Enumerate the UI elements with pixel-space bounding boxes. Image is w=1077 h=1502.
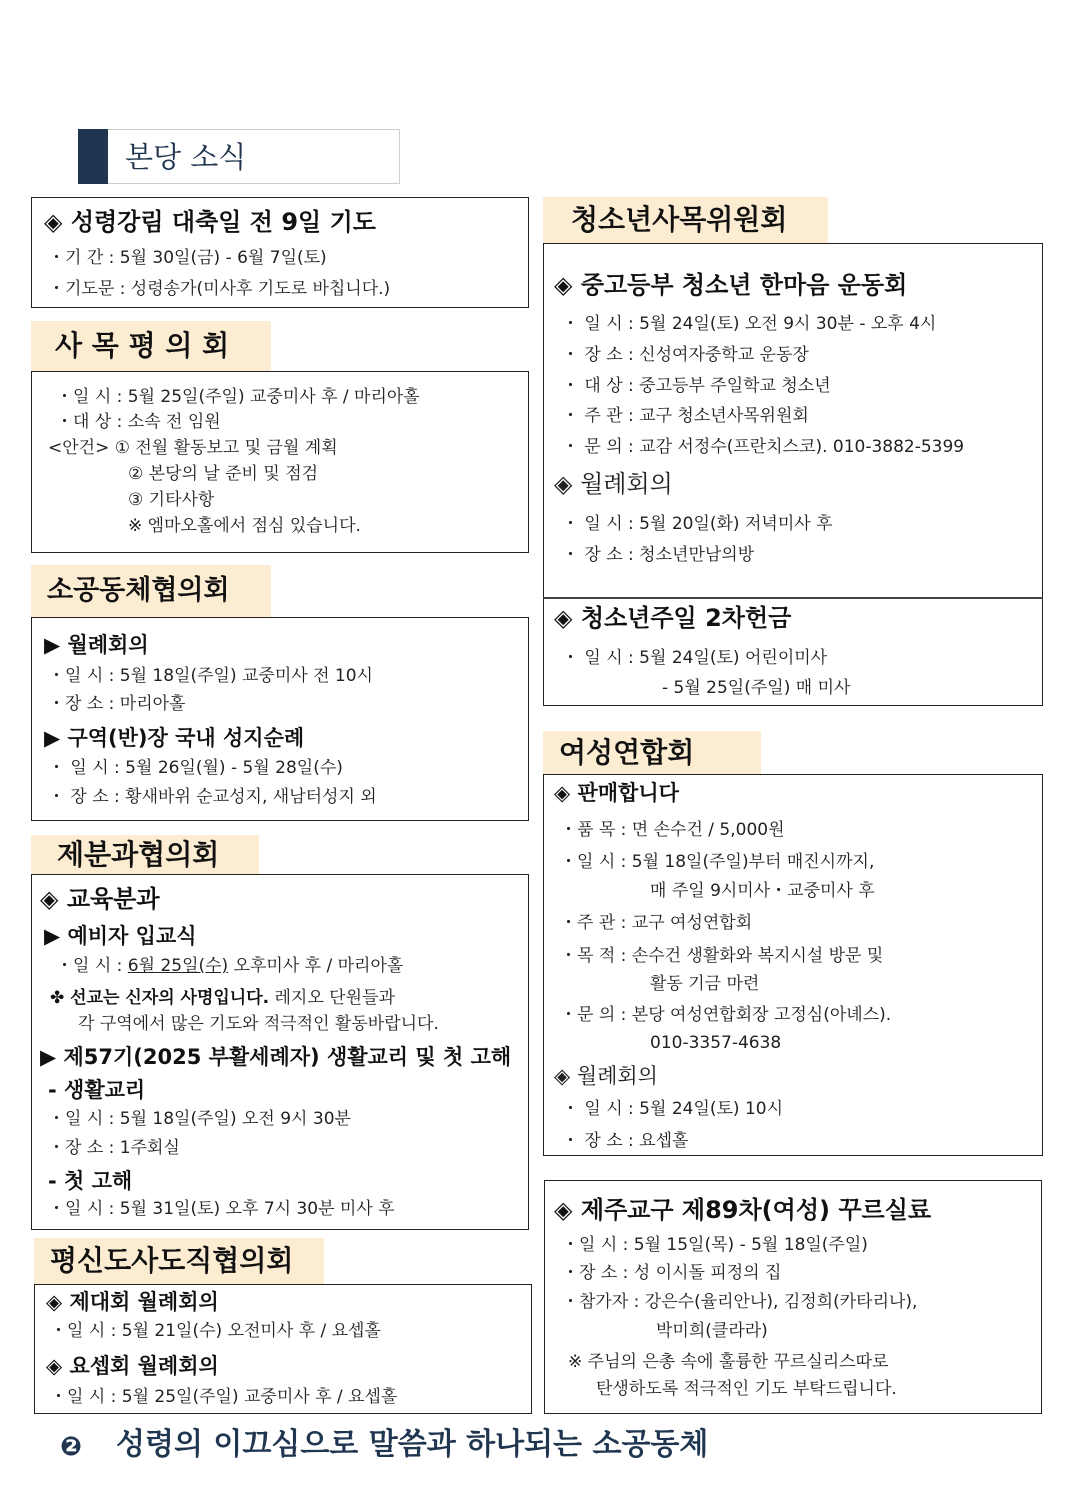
pastoral-note: ※ 엠마오홀에서 점심 있습니다.: [128, 516, 361, 536]
community-sec1-line-1: ・일 시 : 5월 18일(주일) 교중미사 전 10시: [48, 666, 373, 686]
youth-collection-line-1: ・ 일 시 : 5월 24일(토) 어린이미사: [562, 648, 828, 668]
ministry-council-header: 제분과협의회: [31, 835, 259, 875]
life-title: - 생활교리: [48, 1078, 146, 1102]
community-sec2-line-2: ・ 장 소 : 황새바위 순교성지, 새남터성지 외: [48, 787, 377, 807]
community-sec2-line-1: ・ 일 시 : 5월 26일(월) - 5월 28일(수): [48, 758, 343, 778]
womens-sale-line-1: ・품 목 : 면 손수건 / 5,000원: [560, 820, 785, 840]
womens-sale-line-4: ・주 관 : 교구 여성연합회: [560, 913, 753, 933]
womens-sale-line-8: 010-3357-4638: [650, 1033, 782, 1053]
cursillo-note-1: ※ 주님의 은총 속에 훌륭한 꾸르실리스따로: [568, 1352, 889, 1372]
lay-sec2-title: ◈ 요셉회 월례회의: [46, 1354, 219, 1378]
mission-line-2: 각 구역에서 많은 기도와 적극적인 활동바랍니다.: [78, 1014, 439, 1034]
confession-line: ・일 시 : 5월 31일(토) 오후 7시 30분 미사 후: [48, 1199, 395, 1219]
page-title: 본당 소식: [125, 140, 247, 174]
womens-assoc-header: 여성연합회: [543, 731, 761, 774]
mission-line-1: [50, 987, 395, 1009]
page-number: ❷: [60, 1432, 83, 1462]
womens-sale-title: ◈ 판매합니다: [554, 781, 679, 805]
womens-sale-line-5: ・목 적 : 손수건 생활화와 복지시설 방문 및: [560, 946, 884, 966]
prayer-title: ◈ 성령강림 대축일 전 9일 기도: [44, 208, 376, 236]
community-sec2-title: ▶ 구역(반)장 국내 성지순례: [44, 726, 305, 750]
catechumen-title: ▶ 예비자 입교식: [44, 924, 197, 948]
womens-sale-line-7: ・문 의 : 본당 여성연합회장 고정심(아녜스).: [560, 1005, 892, 1025]
pastoral-agenda-3: ③ 기타사항: [128, 490, 215, 510]
section-header-box: [78, 129, 400, 184]
cursillo-title: ◈ 제주교구 제89차(여성) 꾸르실료: [554, 1196, 932, 1224]
lay-sec2-line: ・일 시 : 5월 25일(주일) 교중미사 후 / 요셉홀: [50, 1387, 398, 1407]
life-line-1: ・일 시 : 5월 18일(주일) 오전 9시 30분: [48, 1109, 351, 1129]
class-title: ▶ 제57기(2025 부활세례자) 생활교리 및 첫 고해: [40, 1045, 512, 1069]
community-sec1-line-2: ・장 소 : 마리아홀: [48, 694, 186, 714]
womens-sale-line-2: ・일 시 : 5월 18일(주일)부터 매진시까지,: [560, 852, 875, 872]
section-header-accent: [78, 129, 108, 184]
youth-meeting-title: ◈ 월례회의: [554, 470, 673, 498]
womens-sale-line-3: 매 주일 9시미사・교중미사 후: [650, 881, 875, 901]
youth-sports-line-2: ・ 장 소 : 신성여자중학교 운동장: [562, 345, 809, 365]
prayer-line-1: ・기 간 : 5월 30일(금) - 6월 7일(토): [48, 248, 327, 268]
cursillo-line-3: ・참가자 : 강은수(율리안나), 김정희(카타리나),: [562, 1292, 918, 1312]
prayer-line-2: ・기도문 : 성령송가(미사후 기도로 바칩니다.): [48, 279, 391, 299]
footer-motto: 성령의 이끄심으로 말씀과 하나되는 소공동체: [116, 1427, 709, 1462]
womens-meeting-line-1: ・ 일 시 : 5월 24일(토) 10시: [562, 1099, 784, 1119]
youth-meeting-line-1: ・ 일 시 : 5월 20일(화) 저녁미사 후: [562, 514, 833, 534]
cursillo-line-4: 박미희(클라라): [656, 1321, 768, 1341]
lay-sec1-line: ・일 시 : 5월 21일(수) 오전미사 후 / 요셉홀: [50, 1321, 381, 1341]
cursillo-line-1: ・일 시 : 5월 15일(목) - 5월 18일(주일): [562, 1235, 868, 1255]
womens-sale-line-6: 활동 기금 마련: [650, 974, 760, 994]
youth-sports-line-5: ・ 문 의 : 교감 서정수(프란치스코). 010-3882-5399: [562, 437, 965, 457]
pastoral-line-1: ・일 시 : 5월 25일(주일) 교중미사 후 / 마리아홀: [56, 387, 420, 407]
youth-sports-title: ◈ 중고등부 청소년 한마음 운동회: [554, 271, 908, 299]
youth-sports-line-1: ・ 일 시 : 5월 24일(토) 오전 9시 30분 - 오후 4시: [562, 314, 937, 334]
youth-committee-header: 청소년사목위원회: [543, 197, 828, 243]
youth-collection-title: ◈ 청소년주일 2차헌금: [554, 604, 792, 632]
youth-collection-line-2: - 5월 25일(주일) 매 미사: [662, 678, 851, 698]
catechumen-date: 6월 25일(수): [127, 956, 229, 976]
mission-bold: ✤ 선교는 신자의 사명입니다.: [50, 988, 270, 1008]
youth-meeting-line-2: ・ 장 소 : 청소년만남의방: [562, 545, 755, 565]
pastoral-agenda-1: <안건> ① 전월 활동보고 및 금월 계획: [48, 438, 338, 458]
cursillo-line-2: ・장 소 : 성 이시돌 피정의 집: [562, 1263, 782, 1283]
youth-sports-line-3: ・ 대 상 : 중고등부 주일학교 청소년: [562, 376, 831, 396]
mission-rest: 레지오 단원들과: [269, 988, 395, 1008]
youth-divider: [543, 597, 1043, 599]
catechumen-suffix: 오후미사 후 / 마리아홀: [228, 956, 404, 976]
edu-title: ◈ 교육분과: [40, 885, 160, 913]
cursillo-note-2: 탄생하도록 적극적인 기도 부탁드립니다.: [596, 1379, 897, 1399]
confession-title: - 첫 고해: [48, 1169, 133, 1193]
womens-meeting-line-2: ・ 장 소 : 요셉홀: [562, 1131, 689, 1151]
life-line-2: ・장 소 : 1주회실: [48, 1138, 180, 1158]
youth-sports-line-4: ・ 주 관 : 교구 청소년사목위원회: [562, 406, 809, 426]
womens-meeting-title: ◈ 월례회의: [554, 1064, 658, 1088]
catechumen-label: ・일 시 :: [56, 956, 128, 976]
pastoral-council-header: 사 목 평 의 회: [31, 321, 271, 371]
community-council-header: 소공동체협의회: [31, 565, 271, 617]
pastoral-line-2: ・대 상 : 소속 전 임원: [56, 412, 221, 432]
catechumen-line: [56, 955, 403, 977]
community-sec1-title: ▶ 월례회의: [44, 633, 149, 657]
lay-sec1-title: ◈ 제대회 월례회의: [46, 1290, 219, 1314]
pastoral-agenda-2: ② 본당의 날 준비 및 점검: [128, 464, 319, 484]
lay-council-header: 평신도사도직협의회: [34, 1238, 324, 1284]
